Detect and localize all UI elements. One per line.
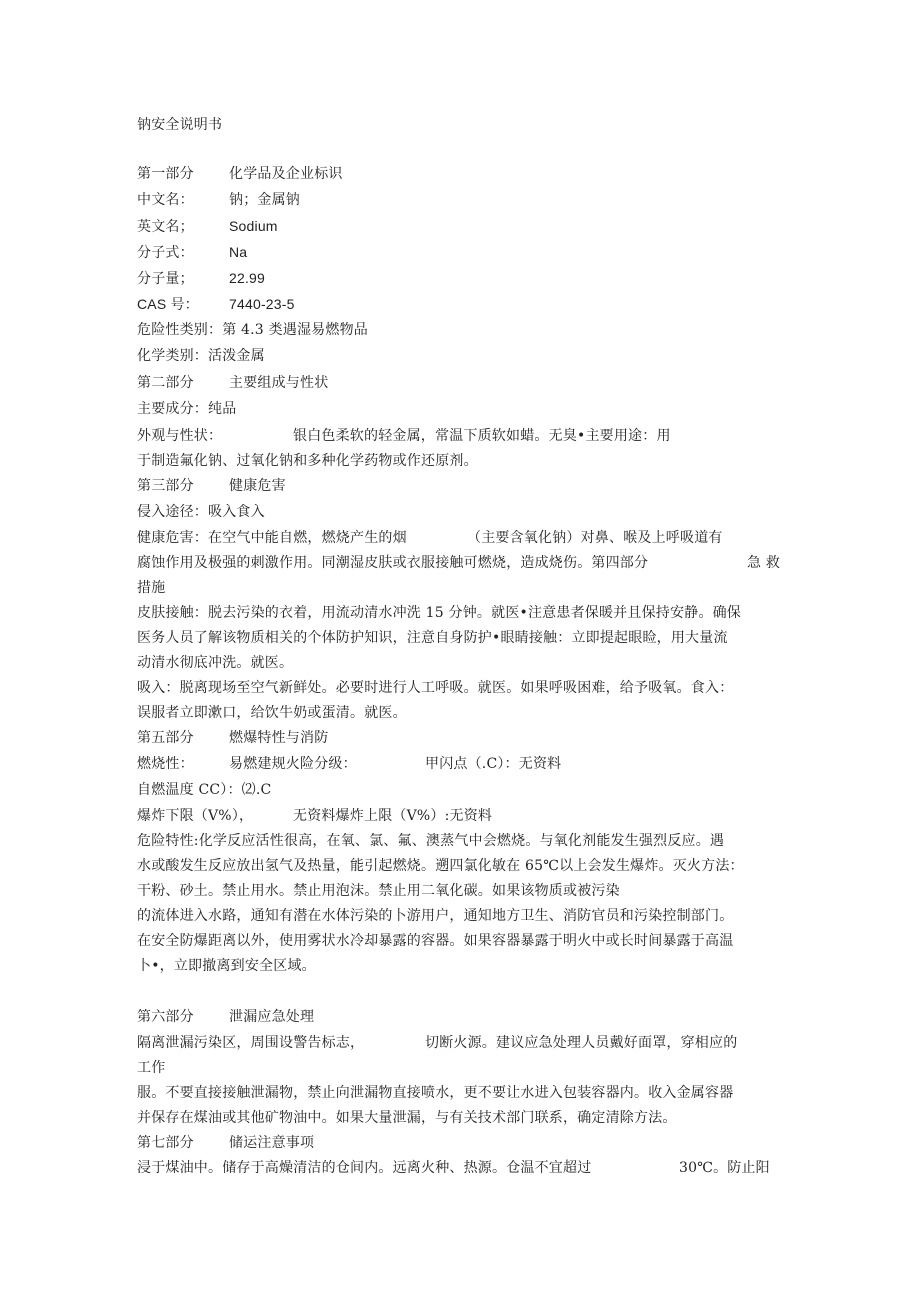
field-value: 22.99 <box>229 270 266 286</box>
spill-line-2 <box>137 1058 165 1078</box>
text-segment: 30℃。防止阳 <box>679 1160 770 1176</box>
skin-contact-line-3 <box>137 653 293 673</box>
cas-number-row <box>137 294 295 315</box>
field-label: CAS 号： <box>137 296 199 312</box>
text-segment: 浸于煤油中。储存于高燥清洁的仓间内。远离火种、热源。仓温不宜超过 <box>137 1160 592 1176</box>
text-segment: 工作 <box>137 1060 166 1076</box>
spill-line-4 <box>137 1108 677 1128</box>
section-1-heading <box>137 164 343 184</box>
skin-contact-line-1 <box>137 603 741 623</box>
inhalation-line-1 <box>137 678 733 698</box>
english-name-row <box>137 216 278 237</box>
section-title: 燃爆特性与消防 <box>229 730 329 746</box>
autoignition-row <box>137 780 271 800</box>
hazard-property-line-5 <box>137 931 733 951</box>
hazard-property-line-2 <box>137 856 744 876</box>
exposure-route-row <box>137 502 265 522</box>
section-number: 第五部分 <box>137 730 194 746</box>
health-hazard-line-3 <box>137 578 165 598</box>
field-text: 于制造氟化钠、过氧化钠和多种化学药物或作还原剂。 <box>137 453 478 469</box>
spill-line-1 <box>137 1033 737 1053</box>
section-3-heading <box>137 476 286 496</box>
section-6-heading <box>137 1007 314 1027</box>
molecular-weight-row <box>137 268 265 289</box>
hazard-property-line-4 <box>137 906 733 926</box>
skin-contact-line-2 <box>137 628 728 648</box>
text-segment: 危险特性:化学反应活性很高，在氧、氯、氟、澳蒸气中会燃烧。与氧化剂能发生强烈反应。遇 <box>137 833 725 849</box>
text-segment: （主要含氧化钠）对鼻、喉及上呼吸道有 <box>467 530 723 546</box>
section-title: 主要组成与性状 <box>229 375 329 391</box>
storage-line-1 <box>137 1158 770 1178</box>
section-title: 化学品及企业标识 <box>229 166 343 182</box>
field-label: 外观与性状： <box>137 428 223 444</box>
spill-line-3 <box>137 1083 733 1103</box>
field-value: Sodium <box>229 218 278 234</box>
section-7-heading <box>137 1133 314 1153</box>
section-number: 第一部分 <box>137 166 194 182</box>
section-number: 第三部分 <box>137 478 194 494</box>
text-segment: 皮肤接触：脱去污染的衣着，用流动清水冲洗 15 分钟。就医•注意患者保暖并且保持安静。确保 <box>137 605 741 621</box>
inhalation-line-2 <box>137 703 407 723</box>
text-segment: 腐蚀作用及极强的刺激作用。同潮湿皮肤或衣服接触可燃烧，造成烧伤。第四部分 <box>137 555 649 571</box>
section-2-heading <box>137 373 328 393</box>
health-hazard-line-1 <box>137 528 723 548</box>
flammability-row <box>137 754 561 774</box>
text-segment: 措施 <box>137 580 166 596</box>
appearance-row <box>137 426 671 446</box>
field-value: 钠；金属钠 <box>229 192 300 208</box>
section-title: 泄漏应急处理 <box>229 1009 315 1025</box>
text-segment: 卜•，立即撤离到安全区域。 <box>137 958 316 974</box>
field-text: 侵入途径：吸入食入 <box>137 504 265 520</box>
field-value: Na <box>229 244 248 260</box>
text-segment: 隔离泄漏污染区，周围设警告标志， <box>137 1035 365 1051</box>
text-segment: 医务人员了解该物质相关的个体防护知识，注意自身防护•眼睛接触：立即提起眼睑，用大量流 <box>137 630 728 646</box>
section-number: 第二部分 <box>137 375 194 391</box>
text-segment: 吸入：脱离现场至空气新鲜处。必要时进行人工呼吸。就医。如果呼吸困难，给予吸氧。食入： <box>137 680 734 696</box>
chinese-name-row <box>137 190 300 210</box>
text-segment: 干粉、砂土。禁止用水。禁止用泡沫。禁止用二氧化碳。如果该物质或被污染 <box>137 883 620 899</box>
field-label: 分子式： <box>137 245 194 261</box>
field-text: 自燃温度 CC）：⑵.C <box>137 782 272 798</box>
field-value: 易燃建规火险分级： <box>229 756 357 772</box>
section-5-heading <box>137 728 328 748</box>
field-value: 银白色柔软的轻金属，常温下质软如蜡。无臭•主要用途：用 <box>293 428 671 444</box>
hazard-property-line-6 <box>137 956 316 976</box>
text-segment: 健康危害：在空气中能自燃，燃烧产生的烟 <box>137 530 407 546</box>
field-label: 中文名： <box>137 192 194 208</box>
text-segment: 并保存在煤油或其他矿物油中。如果大量泄漏，与有关技术部门联系，确定清除方法。 <box>137 1110 677 1126</box>
appearance-continued <box>137 451 478 471</box>
text-segment: 在安全防爆距离以外，使用雾状水冷却暴露的容器。如果容器暴露于明火中或长时间暴露于高温 <box>137 933 734 949</box>
hazard-class-row <box>137 320 368 340</box>
section-title: 储运注意事项 <box>229 1135 315 1151</box>
hazard-property-line-3 <box>137 881 620 901</box>
document-title <box>137 115 222 135</box>
text-segment: 动清水彻底冲洗。就医。 <box>137 655 294 671</box>
formula-row <box>137 242 247 263</box>
field-text: 化学类别：活泼金属 <box>137 348 265 364</box>
field-label: 分子量； <box>137 271 194 287</box>
hazard-property-line-1 <box>137 831 724 851</box>
title-text: 钠安全说明书 <box>137 117 223 133</box>
section-title: 健康危害 <box>229 478 286 494</box>
text-segment: 水或酸发生反应放出氢气及热量，能引起燃烧。遡四氯化敏在 65℃以上会发生爆炸。灭火方法： <box>137 858 744 874</box>
field-value: 7440-23-5 <box>229 296 295 312</box>
text-segment: 的流体进入水路，通知有潜在水体污染的卜游用户，通知地方卫生、消防官员和污染控制部门。 <box>137 908 734 924</box>
text-segment: 服。不要直接接触泄漏物，禁止向泄漏物直接喷水，更不要让水进入包装容器内。收入金属容器 <box>137 1085 734 1101</box>
section-number: 第六部分 <box>137 1009 194 1025</box>
chemical-class-row <box>137 346 265 366</box>
main-component-row <box>137 399 236 419</box>
field-text: 危险性类别：第 4.3 类遇湿易燃物品 <box>137 322 368 338</box>
text-segment: 误服者立即漱口，给饮牛奶或蛋清。就医。 <box>137 705 407 721</box>
text-segment: 切断火源。建议应急处理人员戴好面罩，穿相应的 <box>425 1035 738 1051</box>
field-label: 英文名； <box>137 219 194 235</box>
section-number: 第七部分 <box>137 1135 194 1151</box>
field-value: 无资料爆炸上限（V%）:无资料 <box>293 808 493 824</box>
field-text: 主要成分：纯品 <box>137 401 237 417</box>
health-hazard-line-2 <box>137 553 780 573</box>
flash-point-text: 甲闪点（.C）：无资料 <box>425 756 562 772</box>
explosion-limits-row <box>137 806 492 826</box>
text-segment: 急 救 <box>747 555 781 571</box>
field-label: 燃烧性： <box>137 756 194 772</box>
field-label: 爆炸下限（V%）， <box>137 808 254 824</box>
